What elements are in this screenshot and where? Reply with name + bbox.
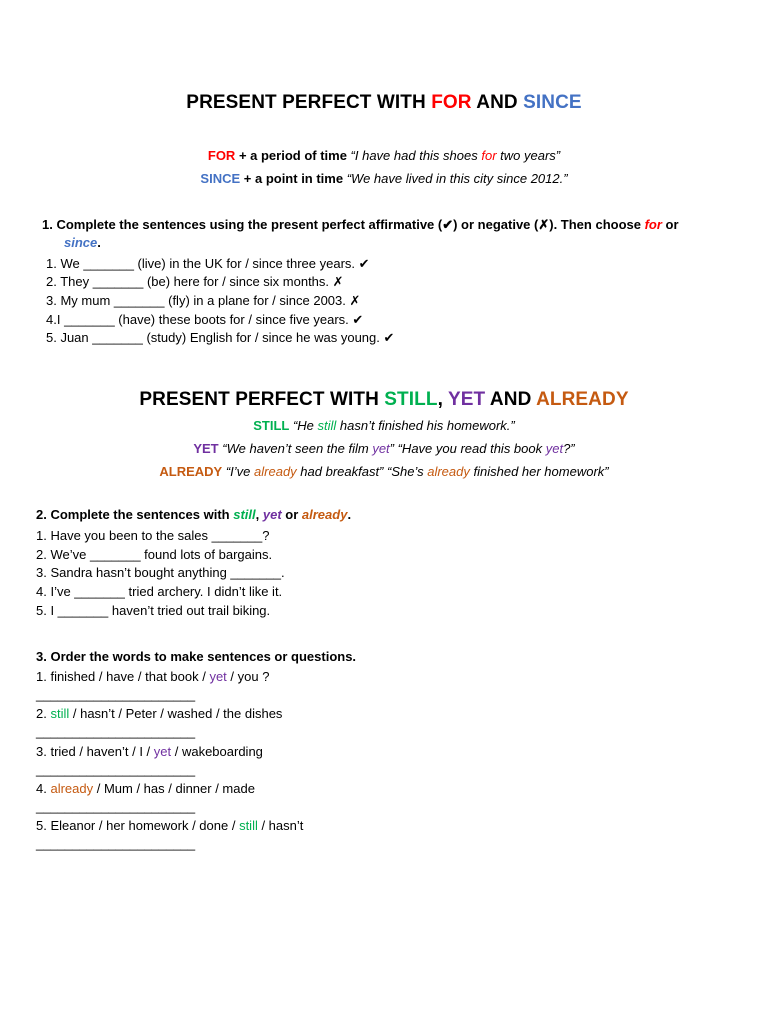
title-and: AND: [485, 389, 537, 410]
title-already-word: ALREADY: [536, 389, 629, 410]
rule-example-keyword: still: [317, 418, 337, 433]
item-text: / wakeboarding: [171, 744, 263, 759]
list-item: 4.I _______ (have) these boots for / since five years. ✔: [46, 312, 364, 327]
rule-example-keyword: already: [427, 464, 470, 479]
item-text: / you ?: [226, 669, 270, 684]
rule-text: + a point in time: [240, 171, 347, 186]
title-for-since: [0, 92, 768, 114]
rule-example-keyword: yet: [372, 441, 390, 456]
instruction-text: 2. Complete the sentences with: [36, 507, 234, 522]
item-text: / Mum / has / dinner / made: [93, 781, 255, 796]
list-item: 2. They _______ (be) here for / since six months. ✗: [46, 274, 344, 289]
list-item: 3. Sandra hasn’t bought anything _______.: [36, 565, 285, 580]
title-text: PRESENT PERFECT WITH: [186, 92, 432, 113]
instruction-yet: yet: [262, 507, 282, 522]
answer-line: ______________________: [36, 836, 196, 851]
list-item: 3. My mum _______ (fly) in a plane for / since 2003. ✗: [46, 293, 361, 308]
rule-for: [0, 148, 768, 163]
instruction-text: ,: [255, 507, 263, 522]
instruction-text: 1. Complete the sentences using the present perfect affirmative (✔) or negative (✗). Then choose: [42, 217, 645, 232]
list-item: 1. Have you been to the sales _______?: [36, 528, 270, 543]
list-item: 4. I’ve _______ tried archery. I didn’t like it.: [36, 584, 283, 599]
rule-yet: [0, 441, 768, 456]
rule-still: [0, 418, 768, 433]
rule-already: [0, 464, 768, 479]
list-item: [36, 669, 269, 684]
rule-example-keyword: already: [254, 464, 297, 479]
rule-example: hasn’t finished his homework.”: [336, 418, 515, 433]
title-still-yet-already: [0, 389, 768, 411]
title-yet-word: YET: [447, 389, 486, 410]
list-item: [36, 781, 255, 796]
title-comma: ,: [437, 389, 448, 410]
item-keyword: still: [50, 706, 70, 721]
item-keyword: already: [50, 781, 94, 796]
rule-keyword: STILL: [253, 418, 290, 433]
rule-example: two years”: [496, 148, 561, 163]
title-and: AND: [471, 92, 524, 113]
list-item: [36, 706, 282, 721]
answer-line: ______________________: [36, 724, 196, 739]
rule-example: “I’ve: [222, 464, 255, 479]
rule-keyword: ALREADY: [159, 464, 223, 479]
instruction-text: .: [97, 235, 101, 250]
instruction-since: since: [64, 235, 98, 250]
item-text: 4.: [36, 781, 51, 796]
item-text: 5. Eleanor / her homework / done /: [36, 818, 240, 833]
rule-example: “He: [289, 418, 318, 433]
item-keyword: yet: [209, 669, 227, 684]
title-text: PRESENT PERFECT WITH: [139, 389, 385, 410]
item-keyword: still: [239, 818, 258, 833]
list-item: [36, 744, 263, 759]
rule-example: ” “Have you read this book: [389, 441, 546, 456]
rule-since: [0, 171, 768, 186]
rule-keyword: YET: [193, 441, 219, 456]
instruction-text: or: [661, 217, 679, 232]
instruction-text: .: [347, 507, 352, 522]
rule-example-keyword: for: [481, 148, 497, 163]
item-text: 2.: [36, 706, 51, 721]
item-text: 3. tried / haven’t / I /: [36, 744, 154, 759]
list-item: 2. We’ve _______ found lots of bargains.: [36, 547, 273, 562]
instruction-for: for: [644, 217, 662, 232]
instruction-still: still: [233, 507, 256, 522]
rule-example: “I have had this shoes: [350, 148, 482, 163]
answer-line: ______________________: [36, 762, 196, 777]
rule-text: + a period of time: [235, 148, 351, 163]
rule-example: finished her homework”: [469, 464, 609, 479]
list-item: 5. Juan _______ (study) English for / since he was young. ✔: [46, 330, 395, 345]
item-text: / hasn’t: [257, 818, 304, 833]
rule-example-keyword: yet: [545, 441, 564, 456]
list-item: [36, 818, 303, 833]
list-item: 1. We _______ (live) in the UK for / since three years. ✔: [46, 256, 370, 271]
rule-example: ?”: [563, 441, 575, 456]
title-for-word: FOR: [431, 92, 472, 113]
instruction-text: or: [281, 507, 302, 522]
list-item: 5. I _______ haven’t tried out trail biking.: [36, 603, 271, 618]
item-text: 1. finished / have / that book /: [36, 669, 210, 684]
answer-line: ______________________: [36, 687, 196, 702]
item-text: / hasn’t / Peter / washed / the dishes: [69, 706, 283, 721]
title-still-word: STILL: [384, 389, 438, 410]
rule-example: “We haven’t seen the film: [218, 441, 373, 456]
rule-keyword: FOR: [207, 148, 236, 163]
title-since-word: SINCE: [523, 92, 582, 113]
rule-example: “We have lived in this city since 2012.”: [346, 171, 568, 186]
exercise-3-instructions: 3. Order the words to make sentences or questions.: [36, 649, 357, 664]
exercise-1-instructions: [42, 217, 679, 233]
item-keyword: yet: [153, 744, 172, 759]
rule-example: had breakfast” “She’s: [296, 464, 428, 479]
answer-line: ______________________: [36, 799, 196, 814]
exercise-1-instructions-cont: [64, 235, 101, 250]
rule-keyword: SINCE: [200, 171, 241, 186]
exercise-2-instructions: [36, 507, 351, 522]
instruction-already: already: [301, 507, 348, 522]
